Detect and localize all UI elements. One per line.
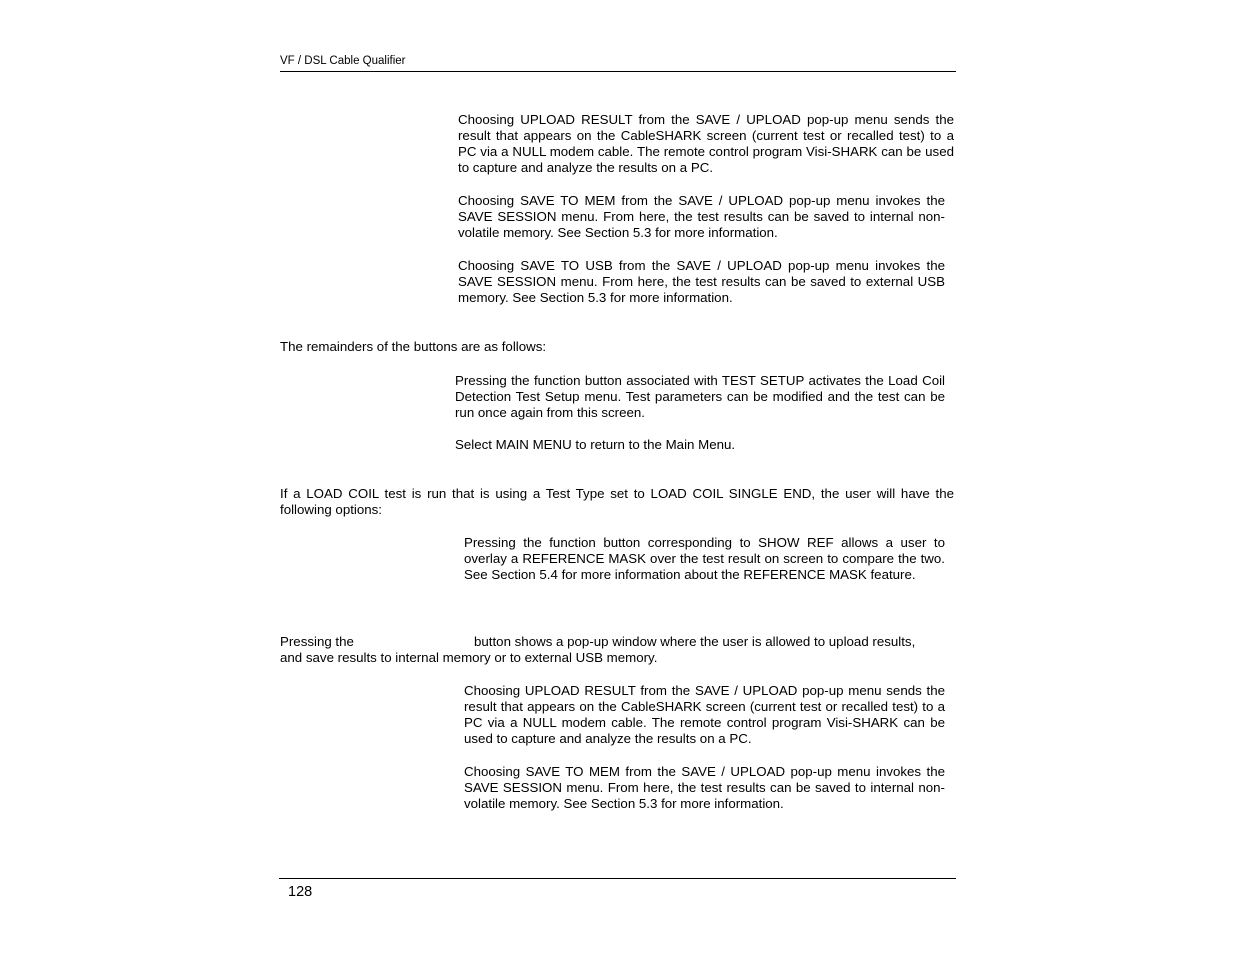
page-number: 128 (288, 884, 313, 900)
header-title: VF / DSL Cable Qualifier (280, 55, 406, 67)
paragraph-load-coil-single-end: If a LOAD COIL test is run that is using a Test Type set to LOAD COIL SINGLE END, the user will have the following options: (280, 486, 954, 517)
paragraph-main-menu: Select MAIN MENU to return to the Main Menu. (455, 437, 736, 452)
paragraph-save-results: and save results to internal memory or to external USB memory. (280, 650, 658, 665)
paragraph-popup-window: button shows a pop-up window where the user is allowed to upload results, (474, 634, 916, 649)
paragraph-show-ref: Pressing the function button corresponding to SHOW REF allows a user to overlay a REFERENCE MASK over the test result on screen to compare the two. See Section 5.4 for more information about the REFERENCE MASK feature. (464, 535, 945, 582)
footer-divider (279, 878, 956, 879)
page-header (280, 55, 956, 72)
paragraph-test-setup: Pressing the function button associated with TEST SETUP activates the Load Coil Detection Test Setup menu. Test parameters can be modified and the test can be run once again from this screen. (455, 373, 945, 420)
paragraph-remainders: The remainders of the buttons are as follows: (280, 339, 547, 354)
paragraph-save-to-mem: Choosing SAVE TO MEM from the SAVE / UPLOAD pop-up menu invokes the SAVE SESSION menu. From here, the test results can be saved to internal non-volatile memory. See Section 5.3 for more information. (458, 193, 945, 240)
paragraph-save-to-mem-2: Choosing SAVE TO MEM from the SAVE / UPLOAD pop-up menu invokes the SAVE SESSION menu. From here, the test results can be saved to internal non-volatile memory. See Section 5.3 for more information. (464, 764, 945, 811)
paragraph-upload-result: Choosing UPLOAD RESULT from the SAVE / UPLOAD pop-up menu sends the result that appears on the CableSHARK screen (current test or recalled test) to a PC via a NULL modem cable. The remote control program Visi-SHARK can be used to capture and analyze the results on a PC. (458, 112, 954, 175)
paragraph-upload-result-2: Choosing UPLOAD RESULT from the SAVE / UPLOAD pop-up menu sends the result that appears on the CableSHARK screen (current test or recalled test) to a PC via a NULL modem cable. The remote control program Visi-SHARK can be used to capture and analyze the results on a PC. (464, 683, 945, 746)
paragraph-save-to-usb: Choosing SAVE TO USB from the SAVE / UPLOAD pop-up menu invokes the SAVE SESSION menu. From here, the test results can be saved to external USB memory. See Section 5.3 for more information. (458, 258, 945, 305)
paragraph-pressing-the: Pressing the (280, 634, 354, 649)
